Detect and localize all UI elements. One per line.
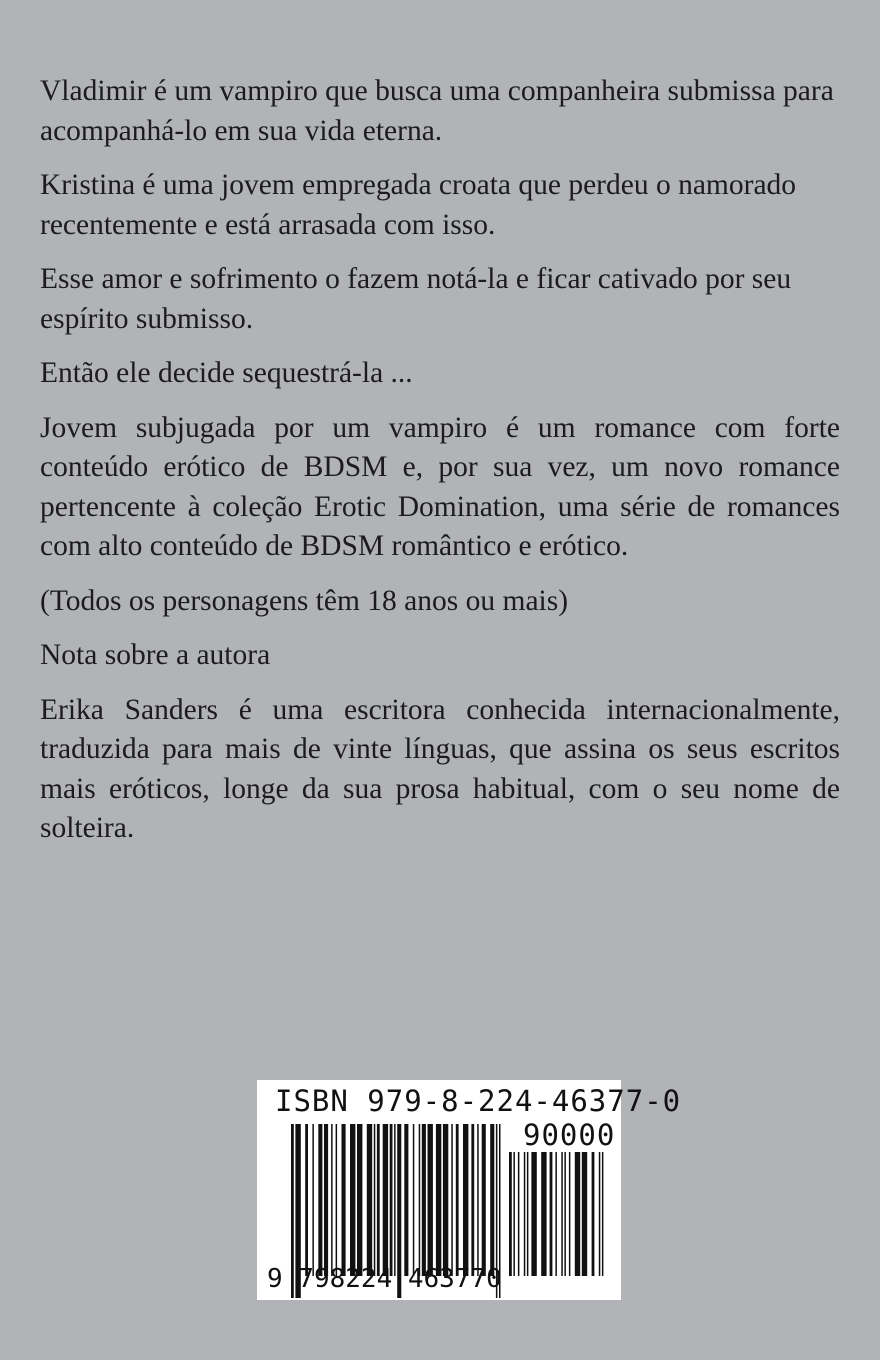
barcode-bar: [451, 1124, 453, 1276]
barcode-bar: [390, 1124, 393, 1276]
barcode-bar: [561, 1152, 563, 1276]
blurb-paragraph-5: Jovem subjugada por um vampiro é um romance com forte conteúdo erótico de BDSM e, por sua vez, um novo romance pertencente à coleção Erotic Domination, uma série de romances com alto conteúdo de BDSM romântico e erótico.: [40, 411, 840, 562]
blurb-paragraph-6: (Todos os personagens têm 18 anos ou mais): [40, 584, 569, 617]
isbn-label: ISBN 979-8-224-46377-0: [275, 1084, 682, 1118]
blurb-paragraph-1: Vladimir é um vampiro que busca uma companheira submissa para acompanhá-lo em sua vida eterna.: [40, 75, 834, 147]
barcode-addon-bars: [509, 1152, 605, 1298]
barcode-bar: [509, 1152, 512, 1276]
barcode-bar: [524, 1152, 526, 1276]
barcode-bar: [394, 1124, 396, 1276]
barcode-bar: [602, 1152, 604, 1276]
author-note-text: Erika Sanders é uma escritora conhecida internacionalmente, traduzida para mais de vinte línguas, que assina os seus escritos mais eróticos, longe da sua prosa habitual, com o seu nome de solteira.: [40, 693, 840, 844]
barcode-bar: [324, 1124, 328, 1276]
barcode-bar: [550, 1152, 553, 1276]
barcode-bar: [331, 1124, 333, 1276]
blurb-paragraph-3: Esse amor e sofrimento o fazem notá-la e ficar cativado por seu espírito submisso.: [40, 263, 792, 335]
barcode-bar: [422, 1124, 426, 1276]
barcode-bar: [582, 1152, 587, 1276]
barcode-bar: [513, 1152, 515, 1276]
barcode-bar: [336, 1124, 338, 1276]
barcode-bar: [527, 1152, 529, 1276]
barcode-bar: [404, 1124, 408, 1276]
back-cover-blurb: [40, 72, 840, 864]
barcode-bar: [436, 1124, 441, 1276]
barcode-bar: [471, 1124, 474, 1276]
barcode-bar: [518, 1152, 520, 1276]
barcode-bar: [531, 1152, 536, 1276]
barcode-digits: 9 798224 463770: [267, 1264, 502, 1294]
barcode-bar: [318, 1124, 322, 1276]
barcode-bar: [428, 1124, 433, 1276]
barcode-bar: [564, 1152, 566, 1276]
barcode-bar: [443, 1124, 448, 1276]
barcode-bar: [541, 1152, 546, 1276]
barcode-bar: [350, 1124, 355, 1276]
barcode-bar: [463, 1124, 468, 1276]
barcode-bar: [383, 1124, 388, 1276]
barcode-bar: [413, 1124, 415, 1276]
barcode-bar: [599, 1152, 601, 1276]
barcode-bar: [477, 1124, 479, 1276]
barcode-bar: [377, 1124, 380, 1276]
barcode-bar: [419, 1124, 421, 1276]
blurb-paragraph-4: Então ele decide sequestrá-la ...: [40, 357, 413, 389]
barcode-bar: [592, 1152, 595, 1276]
author-note-heading: Nota sobre a autora: [40, 639, 271, 671]
price-code: 90000: [523, 1118, 616, 1152]
blurb-paragraph-2: Kristina é uma jovem empregada croata que perdeu o namorado recentemente e está arrasada com isso.: [40, 169, 797, 241]
barcode-bar: [357, 1124, 362, 1276]
barcode-bar: [305, 1124, 308, 1276]
barcode-bar: [367, 1124, 372, 1276]
barcode-bar: [490, 1124, 494, 1276]
barcode-bar: [456, 1124, 459, 1276]
isbn-barcode: [257, 1080, 682, 1300]
barcode-bar: [575, 1152, 580, 1276]
barcode-bar: [569, 1152, 571, 1276]
barcode-bar: [312, 1124, 314, 1276]
barcode-bar: [342, 1124, 346, 1276]
barcode-bar: [482, 1124, 486, 1276]
barcode-bar: [374, 1124, 376, 1276]
barcode-bar: [555, 1152, 557, 1276]
